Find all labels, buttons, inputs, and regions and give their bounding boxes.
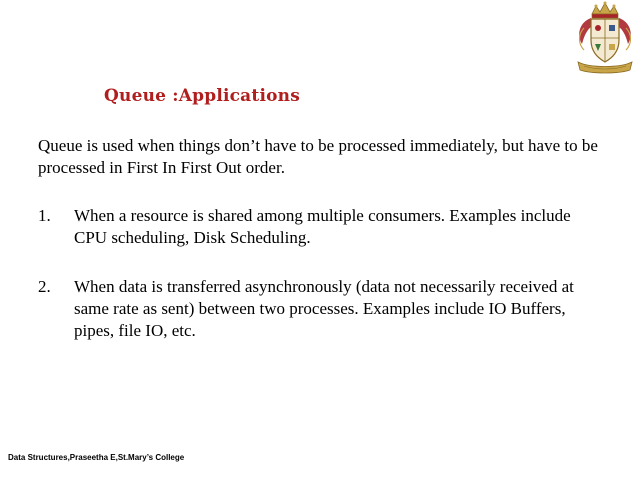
list-item-1-number: 1. bbox=[38, 206, 51, 225]
list-item-2-number: 2. bbox=[38, 277, 51, 296]
slide-title: Queue :Applications bbox=[104, 86, 300, 106]
college-crest-icon bbox=[572, 0, 638, 76]
list-item-2-text: When data is transferred asynchronously (data not necessarily received at same rate as sent) between two processes. Examples include IO Buffers, pipes, file IO, etc. bbox=[74, 277, 574, 340]
slide-footer: Data Structures,Praseetha E,St.Mary’s College bbox=[8, 453, 185, 462]
intro-paragraph: Queue is used when things don’t have to be processed immediately, but have to be processed in First In First Out order. bbox=[38, 136, 598, 177]
list-item-1-text: When a resource is shared among multiple consumers. Examples include CPU scheduling, Disk Scheduling. bbox=[74, 206, 571, 247]
